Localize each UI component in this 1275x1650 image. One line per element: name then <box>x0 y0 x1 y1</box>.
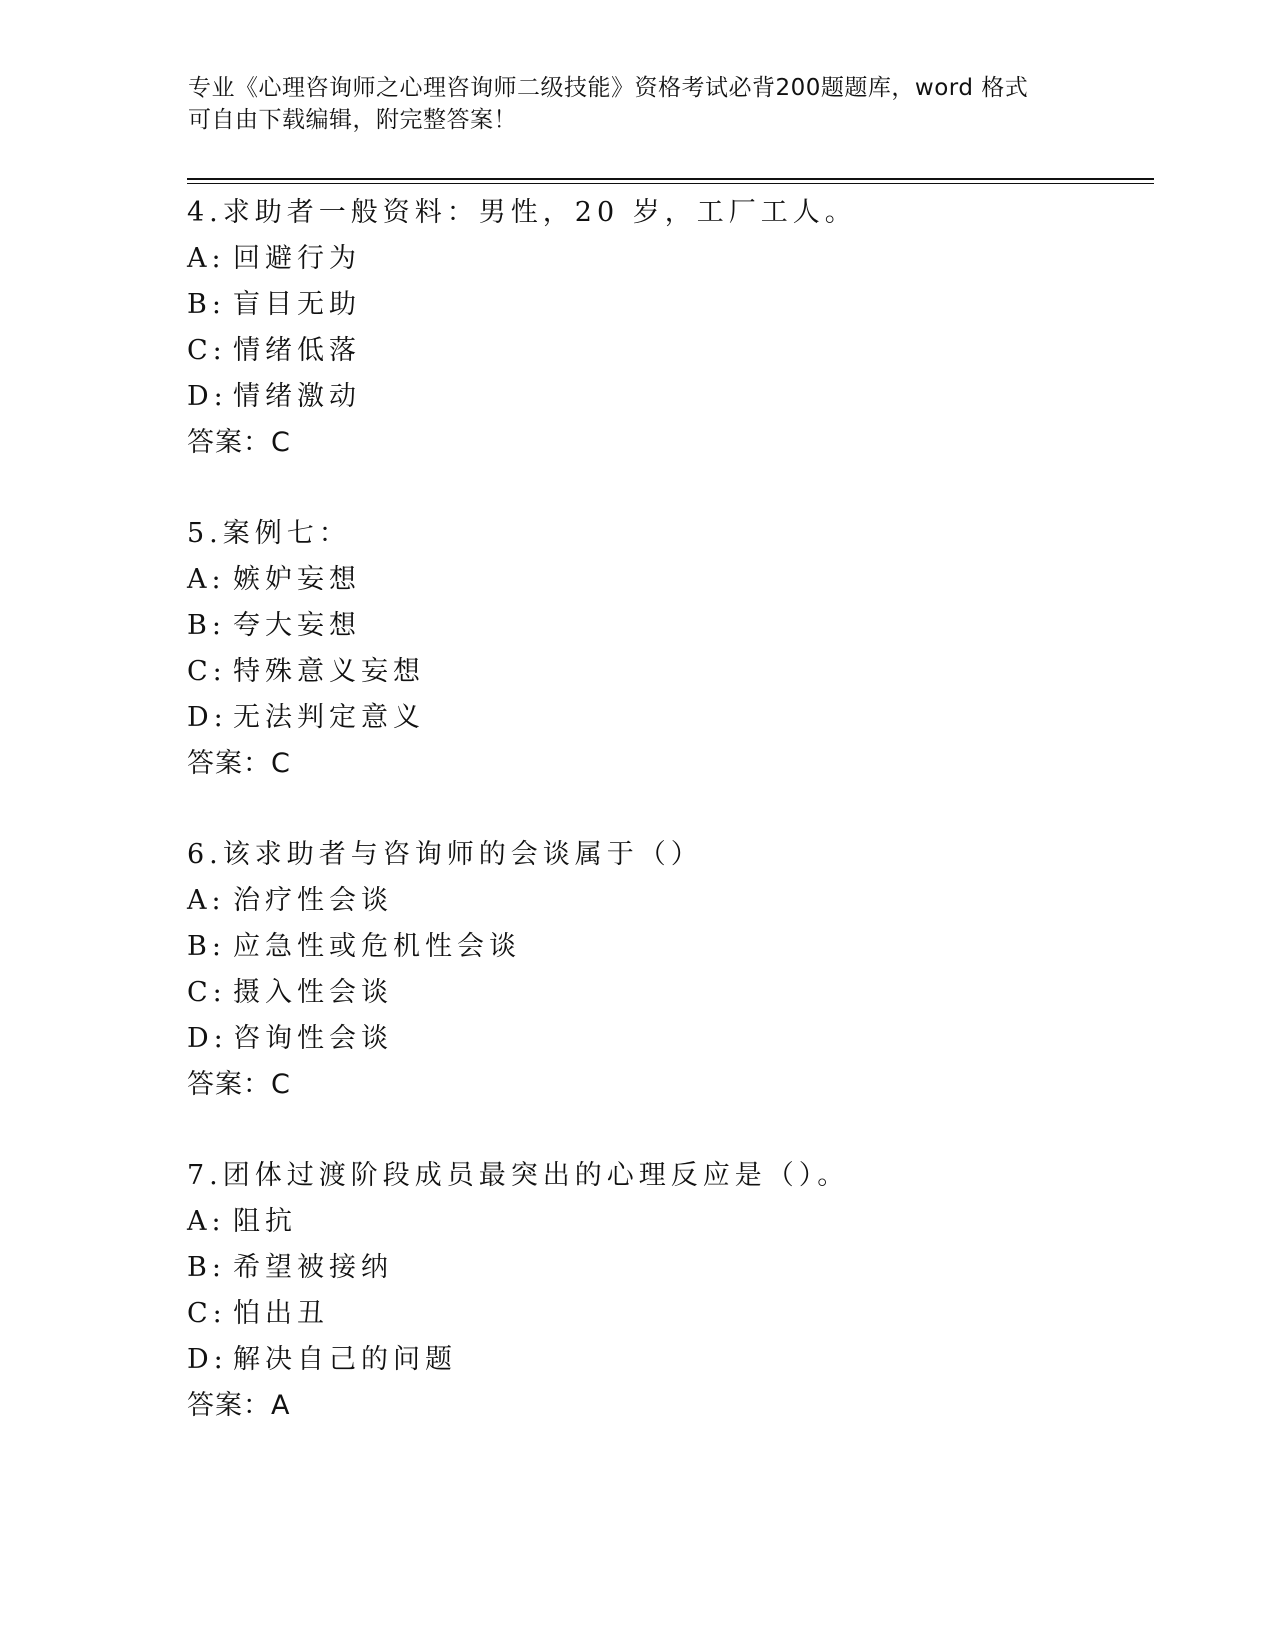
option-text: 解决自己的问题 <box>233 1344 457 1375</box>
option-text: 无法判定意义 <box>233 702 425 733</box>
question-stem: 4.求助者一般资料：男性，20 岁，工厂工人。 <box>187 197 857 228</box>
option-c <box>187 1291 1147 1337</box>
option-a <box>187 1199 1147 1245</box>
option-text: 情绪激动 <box>233 381 361 412</box>
option-text: 应急性或危机性会谈 <box>233 931 521 962</box>
option-letter: D: <box>187 702 228 733</box>
option-c <box>187 649 1147 695</box>
option-letter: B: <box>187 289 226 320</box>
option-text: 摄入性会谈 <box>233 977 393 1008</box>
question-item <box>187 190 1147 466</box>
answer-line: 答案：C <box>187 427 291 458</box>
option-d <box>187 695 1147 741</box>
header-line-2: 可自由下载编辑，附完整答案！ <box>188 107 517 133</box>
question-item <box>187 1153 1147 1429</box>
header-divider-thick <box>187 178 1154 180</box>
option-a <box>187 878 1147 924</box>
question-stem: 6.该求助者与咨询师的会谈属于（） <box>187 839 703 870</box>
option-letter: C: <box>187 977 227 1008</box>
option-b <box>187 603 1147 649</box>
option-a <box>187 557 1147 603</box>
option-d <box>187 374 1147 420</box>
option-text: 阻抗 <box>233 1206 297 1237</box>
option-letter: B: <box>187 610 226 641</box>
option-letter: A: <box>187 1206 226 1237</box>
question-stem: 7.团体过渡阶段成员最突出的心理反应是（）。 <box>187 1160 850 1191</box>
option-b <box>187 1245 1147 1291</box>
answer-line: 答案：C <box>187 1069 291 1100</box>
answer-line: 答案：C <box>187 748 291 779</box>
document-header <box>188 72 1068 136</box>
question-item <box>187 511 1147 787</box>
option-letter: D: <box>187 381 228 412</box>
option-b <box>187 282 1147 328</box>
option-text: 回避行为 <box>233 243 361 274</box>
option-text: 嫉妒妄想 <box>233 564 361 595</box>
question-stem: 5.案例七： <box>187 518 351 549</box>
header-divider-thin <box>187 183 1154 184</box>
option-text: 特殊意义妄想 <box>233 656 425 687</box>
option-text: 治疗性会谈 <box>233 885 393 916</box>
option-letter: A: <box>187 243 226 274</box>
answer-line: 答案：A <box>187 1390 291 1421</box>
option-d <box>187 1016 1147 1062</box>
option-text: 怕出丑 <box>233 1298 329 1329</box>
question-item <box>187 832 1147 1108</box>
option-c <box>187 970 1147 1016</box>
option-text: 希望被接纳 <box>233 1252 393 1283</box>
option-text: 夸大妄想 <box>233 610 361 641</box>
option-letter: B: <box>187 931 226 962</box>
option-text: 盲目无助 <box>233 289 361 320</box>
option-letter: B: <box>187 1252 226 1283</box>
option-letter: C: <box>187 656 227 687</box>
option-letter: D: <box>187 1344 228 1375</box>
option-d <box>187 1337 1147 1383</box>
option-letter: A: <box>187 885 226 916</box>
option-b <box>187 924 1147 970</box>
option-letter: C: <box>187 335 227 366</box>
option-a <box>187 236 1147 282</box>
option-c <box>187 328 1147 374</box>
question-list <box>187 190 1147 1474</box>
option-letter: A: <box>187 564 226 595</box>
header-line-1: 专业《心理咨询师之心理咨询师二级技能》资格考试必背200题题库，word 格式 <box>188 75 1029 101</box>
option-letter: D: <box>187 1023 228 1054</box>
option-text: 咨询性会谈 <box>233 1023 393 1054</box>
option-text: 情绪低落 <box>233 335 361 366</box>
option-letter: C: <box>187 1298 227 1329</box>
